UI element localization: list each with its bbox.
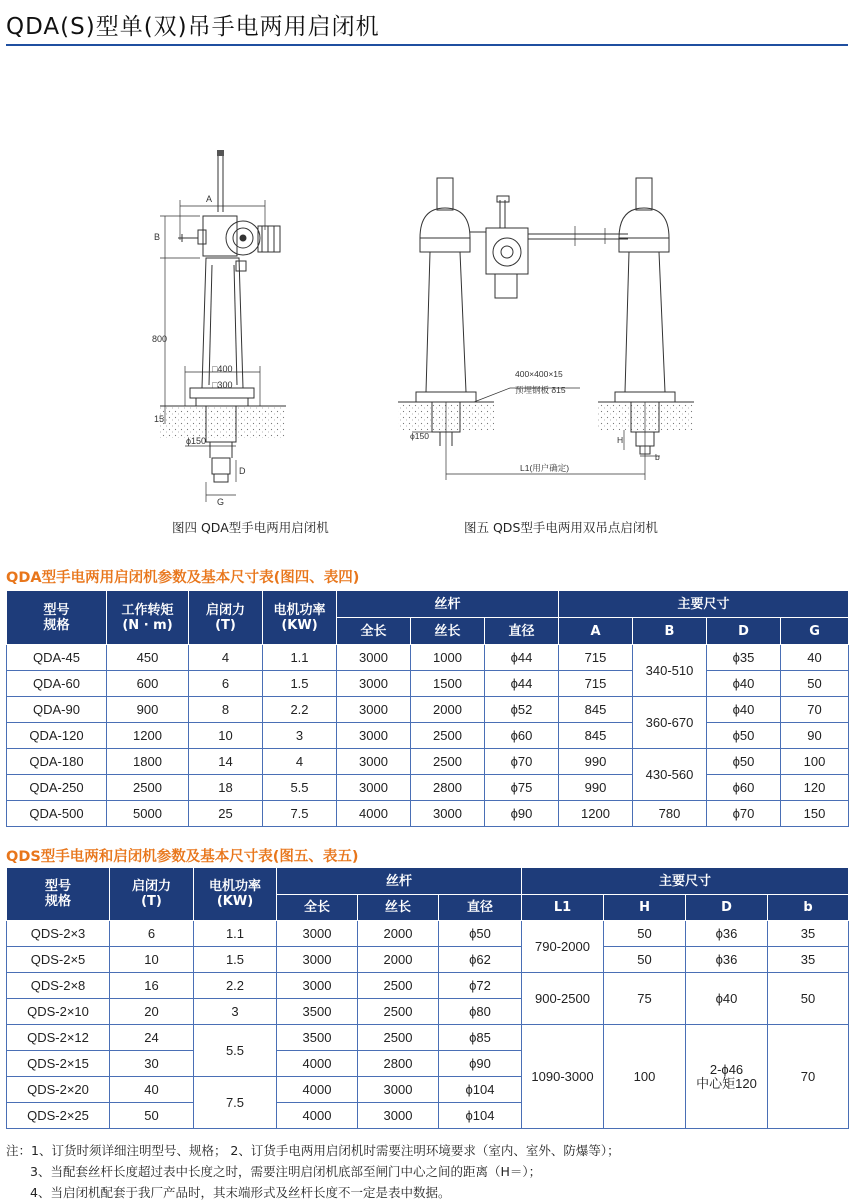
- cell-a: 845: [559, 697, 633, 723]
- cell-power: 1.1: [263, 645, 337, 671]
- cell-len: 4000: [277, 1103, 358, 1129]
- qda-col-b: B: [633, 618, 707, 645]
- cell-len: 3000: [337, 697, 411, 723]
- qds-col-thread: 丝长: [358, 895, 439, 921]
- cell-len: 3000: [337, 775, 411, 801]
- cell-force: 6: [110, 921, 194, 947]
- table-row: [7, 973, 849, 999]
- qds-col-dia: 直径: [439, 895, 522, 921]
- cell-model: QDS-2×12: [7, 1025, 110, 1051]
- fig4-label-phi150: ϕ150: [186, 436, 207, 446]
- qda-col-power: 电机功率 (KW): [263, 591, 337, 645]
- cell-power: 5.5: [263, 775, 337, 801]
- cell-d: ϕ40: [686, 973, 768, 1025]
- cell-a: 1200: [559, 801, 633, 827]
- cell-g: 150: [781, 801, 849, 827]
- cell-model: QDS-2×5: [7, 947, 110, 973]
- cell-g: 50: [781, 671, 849, 697]
- cell-g: 120: [781, 775, 849, 801]
- cell-power: 3: [194, 999, 277, 1025]
- qds-col-b: b: [768, 895, 849, 921]
- cell-thread: 2800: [358, 1051, 439, 1077]
- cell-model: QDA-180: [7, 749, 107, 775]
- fig4-caption: 图四 QDA型手电两用启闭机: [172, 520, 329, 535]
- cell-thread: 2500: [358, 973, 439, 999]
- cell-dia: ϕ50: [439, 921, 522, 947]
- cell-b: 70: [768, 1025, 849, 1129]
- qda-col-thread: 丝长: [411, 618, 485, 645]
- qds-table-heading: QDS型手电两和启闭机参数及基本尺寸表(图五、表五): [6, 849, 359, 865]
- cell-force: 14: [189, 749, 263, 775]
- fig5-label-b: b: [655, 452, 660, 462]
- cell-dia: ϕ104: [439, 1077, 522, 1103]
- cell-thread: 3000: [358, 1077, 439, 1103]
- cell-model: QDA-250: [7, 775, 107, 801]
- cell-model: QDA-90: [7, 697, 107, 723]
- qda-col-dia: 直径: [485, 618, 559, 645]
- fig4-label-d: D: [239, 466, 246, 476]
- cell-a: 715: [559, 645, 633, 671]
- cell-thread: 2500: [358, 1025, 439, 1051]
- cell-b: 360-670: [633, 697, 707, 749]
- cell-d: ϕ40: [707, 697, 781, 723]
- cell-force: 30: [110, 1051, 194, 1077]
- qda-col-g: G: [781, 618, 849, 645]
- cell-g: 90: [781, 723, 849, 749]
- cell-torque: 2500: [107, 775, 189, 801]
- cell-force: 8: [189, 697, 263, 723]
- qds-col-len: 全长: [277, 895, 358, 921]
- cell-len: 4000: [277, 1077, 358, 1103]
- fig4-label-sq300: □300: [212, 380, 233, 390]
- table-row: [7, 723, 849, 749]
- cell-dia: ϕ70: [485, 749, 559, 775]
- cell-force: 50: [110, 1103, 194, 1129]
- cell-b: 35: [768, 921, 849, 947]
- cell-dia: ϕ72: [439, 973, 522, 999]
- cell-g: 100: [781, 749, 849, 775]
- cell-d: ϕ40: [707, 671, 781, 697]
- cell-force: 18: [189, 775, 263, 801]
- cell-d: ϕ70: [707, 801, 781, 827]
- cell-len: 3000: [277, 947, 358, 973]
- cell-model: QDA-45: [7, 645, 107, 671]
- technical-drawings: [0, 140, 861, 520]
- cell-power: 7.5: [194, 1077, 277, 1129]
- cell-h: 50: [604, 921, 686, 947]
- table-row: [7, 645, 849, 671]
- cell-h: 100: [604, 1025, 686, 1129]
- fig4-label-b: B: [154, 232, 161, 242]
- cell-torque: 1200: [107, 723, 189, 749]
- cell-model: QDS-2×25: [7, 1103, 110, 1129]
- cell-thread: 1500: [411, 671, 485, 697]
- cell-l1: 1090-3000: [522, 1025, 604, 1129]
- cell-l1: 900-2500: [522, 973, 604, 1025]
- cell-a: 715: [559, 671, 633, 697]
- cell-power: 4: [263, 749, 337, 775]
- cell-b: 35: [768, 947, 849, 973]
- cell-thread: 3000: [358, 1103, 439, 1129]
- cell-force: 24: [110, 1025, 194, 1051]
- qda-col-dims: 主要尺寸: [559, 591, 849, 618]
- page-title: QDA(S)型单(双)吊手电两用启闭机: [6, 14, 380, 40]
- qds-col-h: H: [604, 895, 686, 921]
- table-row: [7, 749, 849, 775]
- cell-a: 990: [559, 749, 633, 775]
- cell-torque: 600: [107, 671, 189, 697]
- cell-model: QDS-2×10: [7, 999, 110, 1025]
- cell-b: 340-510: [633, 645, 707, 697]
- cell-power: 5.5: [194, 1025, 277, 1077]
- cell-force: 4: [189, 645, 263, 671]
- cell-power: 7.5: [263, 801, 337, 827]
- fig5-drawing: [398, 178, 694, 480]
- qda-table-heading: QDA型手电两用启闭机参数及基本尺寸表(图四、表四): [6, 570, 360, 586]
- fig4-labels: [152, 194, 246, 507]
- cell-dia: ϕ90: [485, 801, 559, 827]
- cell-power: 1.5: [194, 947, 277, 973]
- cell-len: 3000: [337, 645, 411, 671]
- cell-power: 1.5: [263, 671, 337, 697]
- qds-col-power: 电机功率 (KW): [194, 868, 277, 921]
- table-row: [7, 921, 849, 947]
- cell-model: QDA-120: [7, 723, 107, 749]
- qds-col-force: 启闭力 (T): [110, 868, 194, 921]
- table-row: [7, 947, 849, 973]
- qds-spec-table: [6, 867, 849, 1129]
- qda-spec-table: [6, 590, 849, 827]
- qds-col-d: D: [686, 895, 768, 921]
- cell-len: 4000: [337, 801, 411, 827]
- fig5-label-h: H: [617, 435, 624, 445]
- cell-dia: ϕ104: [439, 1103, 522, 1129]
- cell-power: 2.2: [263, 697, 337, 723]
- cell-len: 3000: [277, 921, 358, 947]
- table-row: [7, 671, 849, 697]
- cell-thread: 2500: [411, 723, 485, 749]
- fig4-label-a: A: [206, 194, 213, 204]
- cell-len: 4000: [277, 1051, 358, 1077]
- cell-d: ϕ36: [686, 947, 768, 973]
- cell-thread: 2000: [411, 697, 485, 723]
- cell-g: 40: [781, 645, 849, 671]
- cell-model: QDA-500: [7, 801, 107, 827]
- qds-col-l1: L1: [522, 895, 604, 921]
- cell-torque: 900: [107, 697, 189, 723]
- qda-col-d: D: [707, 618, 781, 645]
- qda-col-a: A: [559, 618, 633, 645]
- cell-power: 1.1: [194, 921, 277, 947]
- fig4-label-sq400: □400: [212, 364, 233, 374]
- cell-model: QDS-2×15: [7, 1051, 110, 1077]
- cell-b: 50: [768, 973, 849, 1025]
- cell-model: QDS-2×8: [7, 973, 110, 999]
- qds-col-dims: 主要尺寸: [522, 868, 849, 895]
- cell-a: 990: [559, 775, 633, 801]
- cell-len: 3000: [337, 723, 411, 749]
- cell-b: 430-560: [633, 749, 707, 801]
- cell-b: 780: [633, 801, 707, 827]
- cell-d: ϕ35: [707, 645, 781, 671]
- cell-thread: 2000: [358, 921, 439, 947]
- cell-force: 10: [110, 947, 194, 973]
- cell-power: 2.2: [194, 973, 277, 999]
- cell-model: QDS-2×3: [7, 921, 110, 947]
- cell-power: 3: [263, 723, 337, 749]
- qda-col-len: 全长: [337, 618, 411, 645]
- fig4-label-15: 15: [154, 414, 165, 424]
- cell-l1: 790-2000: [522, 921, 604, 973]
- qda-col-torque: 工作转矩 (N · m): [107, 591, 189, 645]
- cell-thread: 1000: [411, 645, 485, 671]
- cell-thread: 2500: [358, 999, 439, 1025]
- cell-d: 2-ϕ46 中心矩120: [686, 1025, 768, 1129]
- cell-g: 70: [781, 697, 849, 723]
- qda-col-model: 型号 规格: [7, 591, 107, 645]
- note-1-2: 注：1、订货时须详细注明型号、规格； 2、订货手电两用启闭机时需要注明环境要求（室内、室外、防爆等）；: [6, 1143, 620, 1158]
- cell-thread: 3000: [411, 801, 485, 827]
- cell-d: ϕ36: [686, 921, 768, 947]
- cell-thread: 2000: [358, 947, 439, 973]
- fig5-label-plate: 400×400×15: [515, 369, 563, 379]
- cell-force: 16: [110, 973, 194, 999]
- fig4-drawing: [160, 150, 286, 502]
- cell-force: 6: [189, 671, 263, 697]
- qda-col-force: 启闭力 (T): [189, 591, 263, 645]
- cell-h: 75: [604, 973, 686, 1025]
- fig5-label-l1: L1(用户确定): [520, 463, 570, 473]
- cell-dia: ϕ75: [485, 775, 559, 801]
- cell-thread: 2800: [411, 775, 485, 801]
- cell-d: ϕ50: [707, 749, 781, 775]
- cell-len: 3500: [277, 999, 358, 1025]
- fig5-label-plate-desc: 预埋钢板 δ15: [515, 385, 566, 395]
- table-row: [7, 801, 849, 827]
- notes: [6, 1140, 620, 1203]
- cell-force: 10: [189, 723, 263, 749]
- cell-dia: ϕ80: [439, 999, 522, 1025]
- cell-model: QDA-60: [7, 671, 107, 697]
- fig5-label-phi150: ϕ150: [410, 431, 429, 441]
- fig4-label-g: G: [217, 497, 225, 507]
- cell-force: 20: [110, 999, 194, 1025]
- cell-len: 3000: [337, 671, 411, 697]
- cell-d: ϕ50: [707, 723, 781, 749]
- title-divider: [6, 44, 848, 46]
- table-row: [7, 697, 849, 723]
- fig4-label-800: 800: [152, 334, 168, 344]
- qda-col-screw: 丝杆: [337, 591, 559, 618]
- cell-torque: 450: [107, 645, 189, 671]
- note-3: 3、当配套丝杆长度超过表中长度之时，需要注明启闭机底部至闸门中心之间的距离（H＝）；: [30, 1164, 542, 1179]
- note-4: 4、当启闭机配套于我厂产品时，其末端形式及丝杆长度不一定是表中数据。: [30, 1185, 451, 1200]
- cell-dia: ϕ90: [439, 1051, 522, 1077]
- cell-torque: 5000: [107, 801, 189, 827]
- table-row: [7, 1025, 849, 1051]
- cell-d: ϕ60: [707, 775, 781, 801]
- cell-dia: ϕ62: [439, 947, 522, 973]
- cell-model: QDS-2×20: [7, 1077, 110, 1103]
- cell-dia: ϕ44: [485, 671, 559, 697]
- cell-dia: ϕ85: [439, 1025, 522, 1051]
- cell-len: 3000: [337, 749, 411, 775]
- cell-thread: 2500: [411, 749, 485, 775]
- cell-a: 845: [559, 723, 633, 749]
- cell-dia: ϕ52: [485, 697, 559, 723]
- cell-force: 40: [110, 1077, 194, 1103]
- qds-col-model: 型号 规格: [7, 868, 110, 921]
- cell-dia: ϕ60: [485, 723, 559, 749]
- cell-h: 50: [604, 947, 686, 973]
- cell-force: 25: [189, 801, 263, 827]
- cell-torque: 1800: [107, 749, 189, 775]
- fig5-caption: 图五 QDS型手电两用双吊点启闭机: [464, 520, 658, 535]
- cell-dia: ϕ44: [485, 645, 559, 671]
- qds-col-screw: 丝杆: [277, 868, 522, 895]
- cell-len: 3000: [277, 973, 358, 999]
- cell-len: 3500: [277, 1025, 358, 1051]
- table-row: [7, 775, 849, 801]
